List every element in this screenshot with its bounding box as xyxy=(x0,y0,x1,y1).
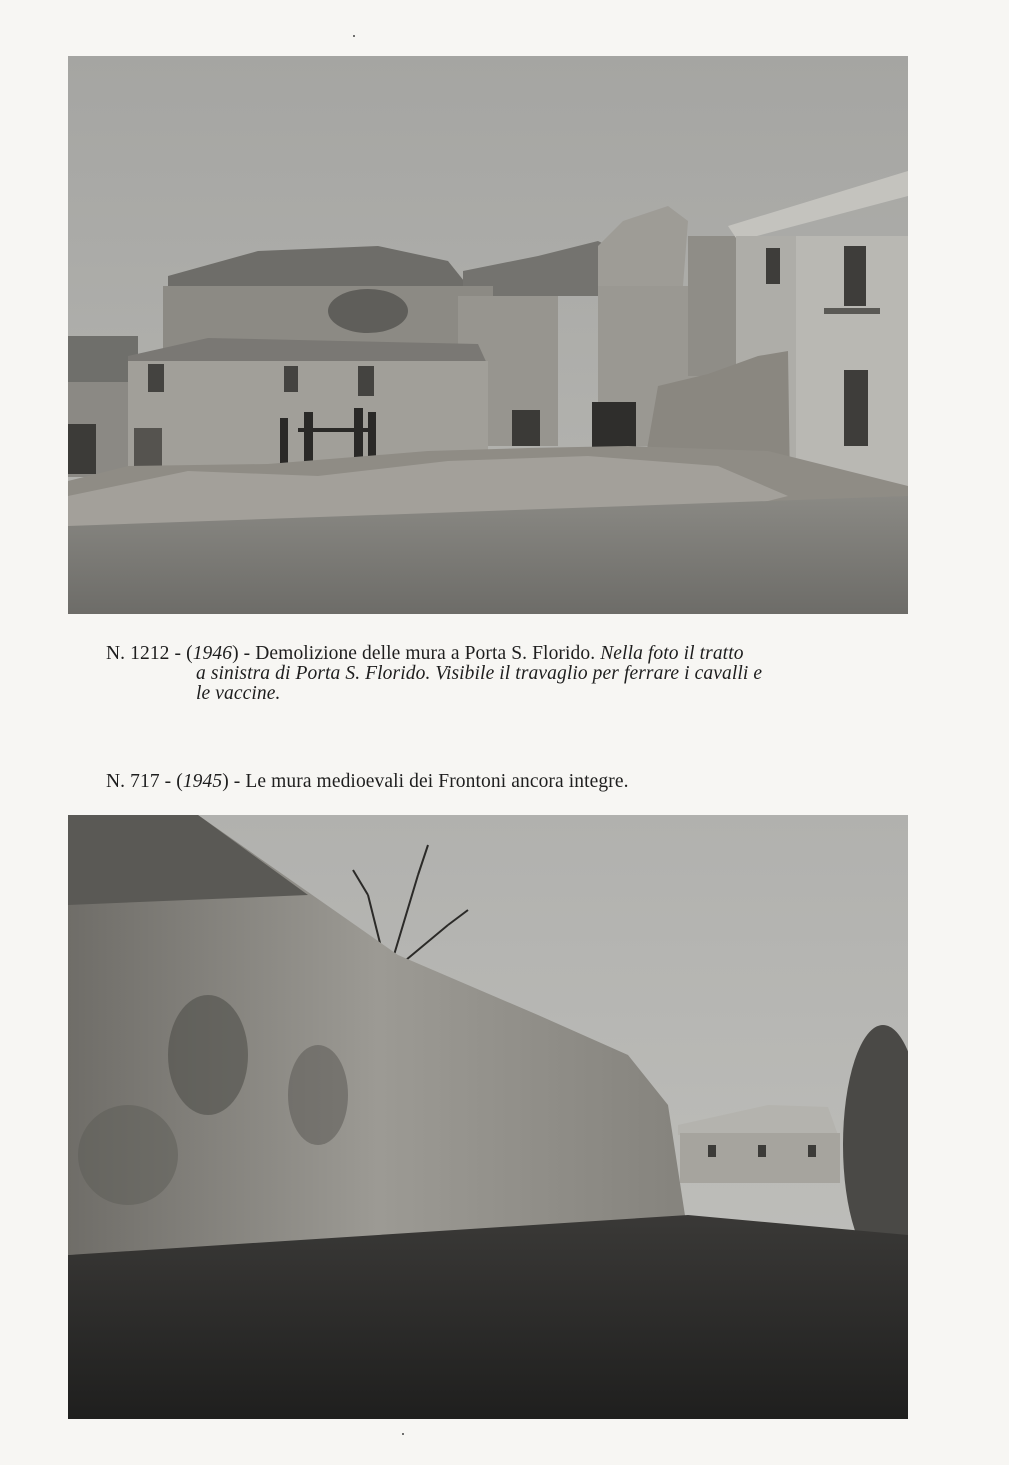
caption-1212-line-2 xyxy=(106,664,886,684)
caption-1212-note-line-1: Nella foto il tratto xyxy=(600,643,744,664)
caption-photo-1212 xyxy=(106,644,886,704)
caption-1212-line-3 xyxy=(106,684,886,704)
caption-1212-number: N. 1212 xyxy=(106,643,170,664)
caption-1212-note-line-2: a sinistra di Porta S. Florido. Visibile il travaglio per ferrare i cavalli e xyxy=(196,663,763,684)
caption-717-title: Le mura medioevali dei Frontoni ancora integre. xyxy=(245,771,629,792)
caption-1212-line-1: N. 1212 - (1946) - Demolizione delle mura a Porta S. Florido. Nella foto il tratto xyxy=(106,643,744,664)
caption-1212-year: 1946 xyxy=(192,643,233,664)
caption-1212-note-line-3: le vaccine. xyxy=(196,683,281,704)
caption-717-year: 1945 xyxy=(182,771,223,792)
photo-frontoni-medieval-walls xyxy=(68,815,908,1419)
caption-717-number: N. 717 xyxy=(106,771,160,792)
photo-porta-s-florido-image xyxy=(68,56,908,614)
caption-photo-717: N. 717 - (1945) - Le mura medioevali dei Frontoni ancora integre. xyxy=(106,771,629,792)
photo-porta-s-florido-demolition xyxy=(68,56,908,614)
paper-speck xyxy=(402,1433,404,1435)
photo-frontoni-image xyxy=(68,815,908,1419)
caption-1212-title: Demolizione delle mura a Porta S. Florido. xyxy=(255,643,596,664)
paper-speck xyxy=(353,35,355,37)
